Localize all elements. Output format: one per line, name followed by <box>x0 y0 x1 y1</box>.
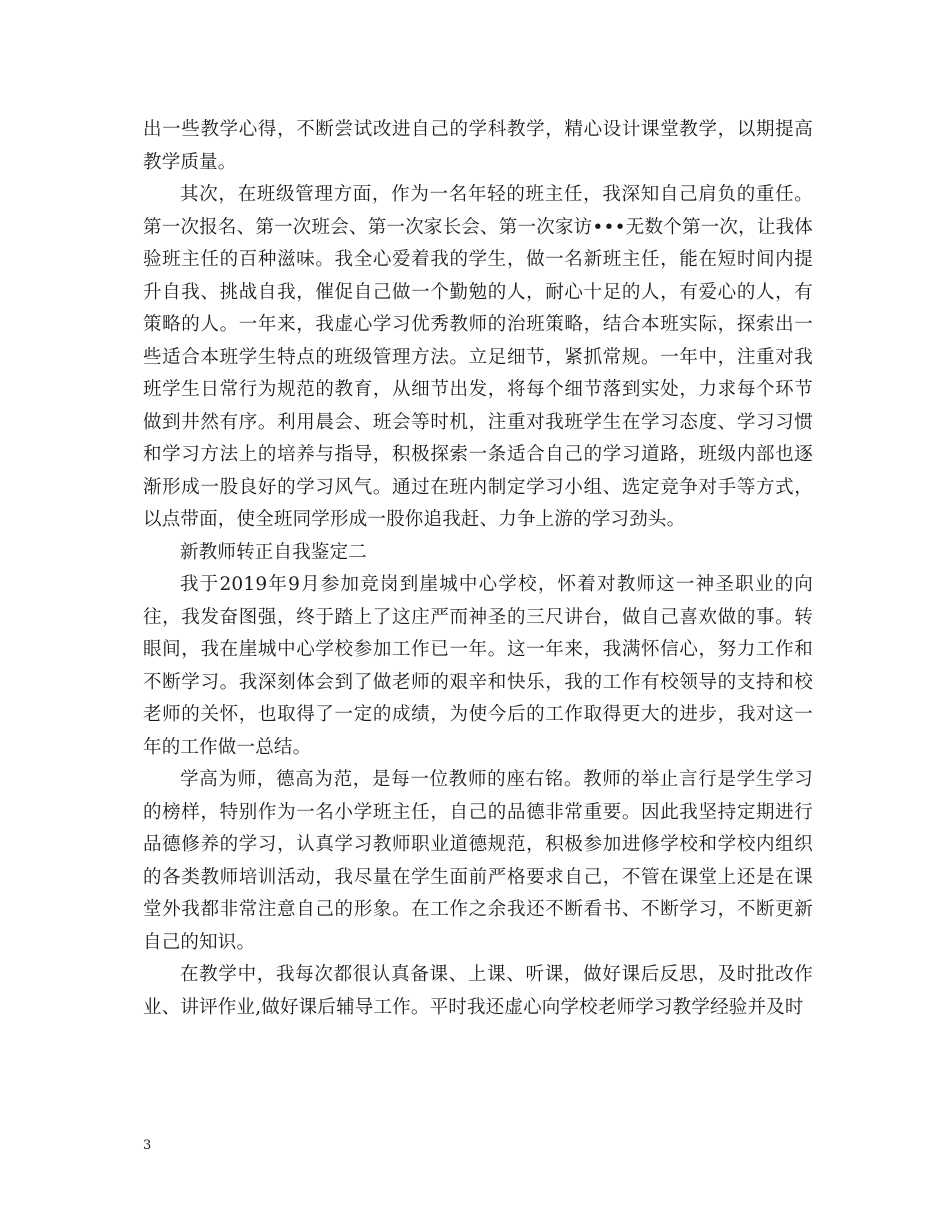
paragraph: 出一些教学心得，不断尝试改进自己的学科教学，精心设计课堂教学，以期提高教学质量。 <box>143 119 813 173</box>
paragraph: 我于2019年9月参加竞岗到崖城中心学校，怀着对教师这一神圣职业的向往，我发奋图强，终于踏上了这庄严而神圣的三尺讲台，做自己喜欢做的事。转眼间，我在崖城中心学校参加工作已一年。这一年来，我满怀信心，努力工作和不断学习。我深刻体会到了做老师的艰辛和快乐，我的工作有校领导的支持和校老师的关怀，也取得了一定的成绩，为使今后的工作取得更大的进步，我对这一年的工作做一总结。 <box>143 574 813 758</box>
page-number: 3 <box>143 1138 152 1153</box>
paragraph: 其次，在班级管理方面，作为一名年轻的班主任，我深知自己肩负的重任。第一次报名、第一次班会、第一次家长会、第一次家访•••无数个第一次，让我体验班主任的百种滋味。我全心爱着我的学生，做一名新班主任，能在短时间内提升自我、挑战自我，催促自己做一个勤勉的人，耐心十足的人，有爱心的人，有策略的人。一年来，我虚心学习优秀教师的治班策略，结合本班实际，探索出一些适合本班学生特点的班级管理方法。立足细节，紧抓常规。一年中，注重对我班学生日常行为规范的教育，从细节出发，将每个细节落到实处，力求每个环节做到井然有序。利用晨会、班会等时机，注重对我班学生在学习态度、学习习惯和学习方法上的培养与指导，积极探索一条适合自己的学习道路，班级内部也逐渐形成一股良好的学习风气。通过在班内制定学习小组、选定竞争对手等方式，以点带面，使全班同学形成一股你追我赶、力争上游的学习劲头。 <box>143 184 813 530</box>
document-body <box>143 114 813 1024</box>
paragraph: 学高为师，德高为范，是每一位教师的座右铭。教师的举止言行是学生学习的榜样，特别作为一名小学班主任，自己的品德非常重要。因此我坚持定期进行品德修养的学习，认真学习教师职业道德规范，积极参加进修学校和学校内组织的各类教师培训活动，我尽量在学生面前严格要求自己，不管在课堂上还是在课堂外我都非常注意自己的形象。在工作之余我还不断看书、不断学习，不断更新自己的知识。 <box>143 769 813 953</box>
section-heading: 新教师转正自我鉴定二 <box>180 541 368 563</box>
paragraph: 在教学中，我每次都很认真备课、上课、听课，做好课后反思，及时批改作业、讲评作业,做好课后辅导工作。平时我还虚心向学校老师学习教学经验并及时 <box>143 964 813 1018</box>
